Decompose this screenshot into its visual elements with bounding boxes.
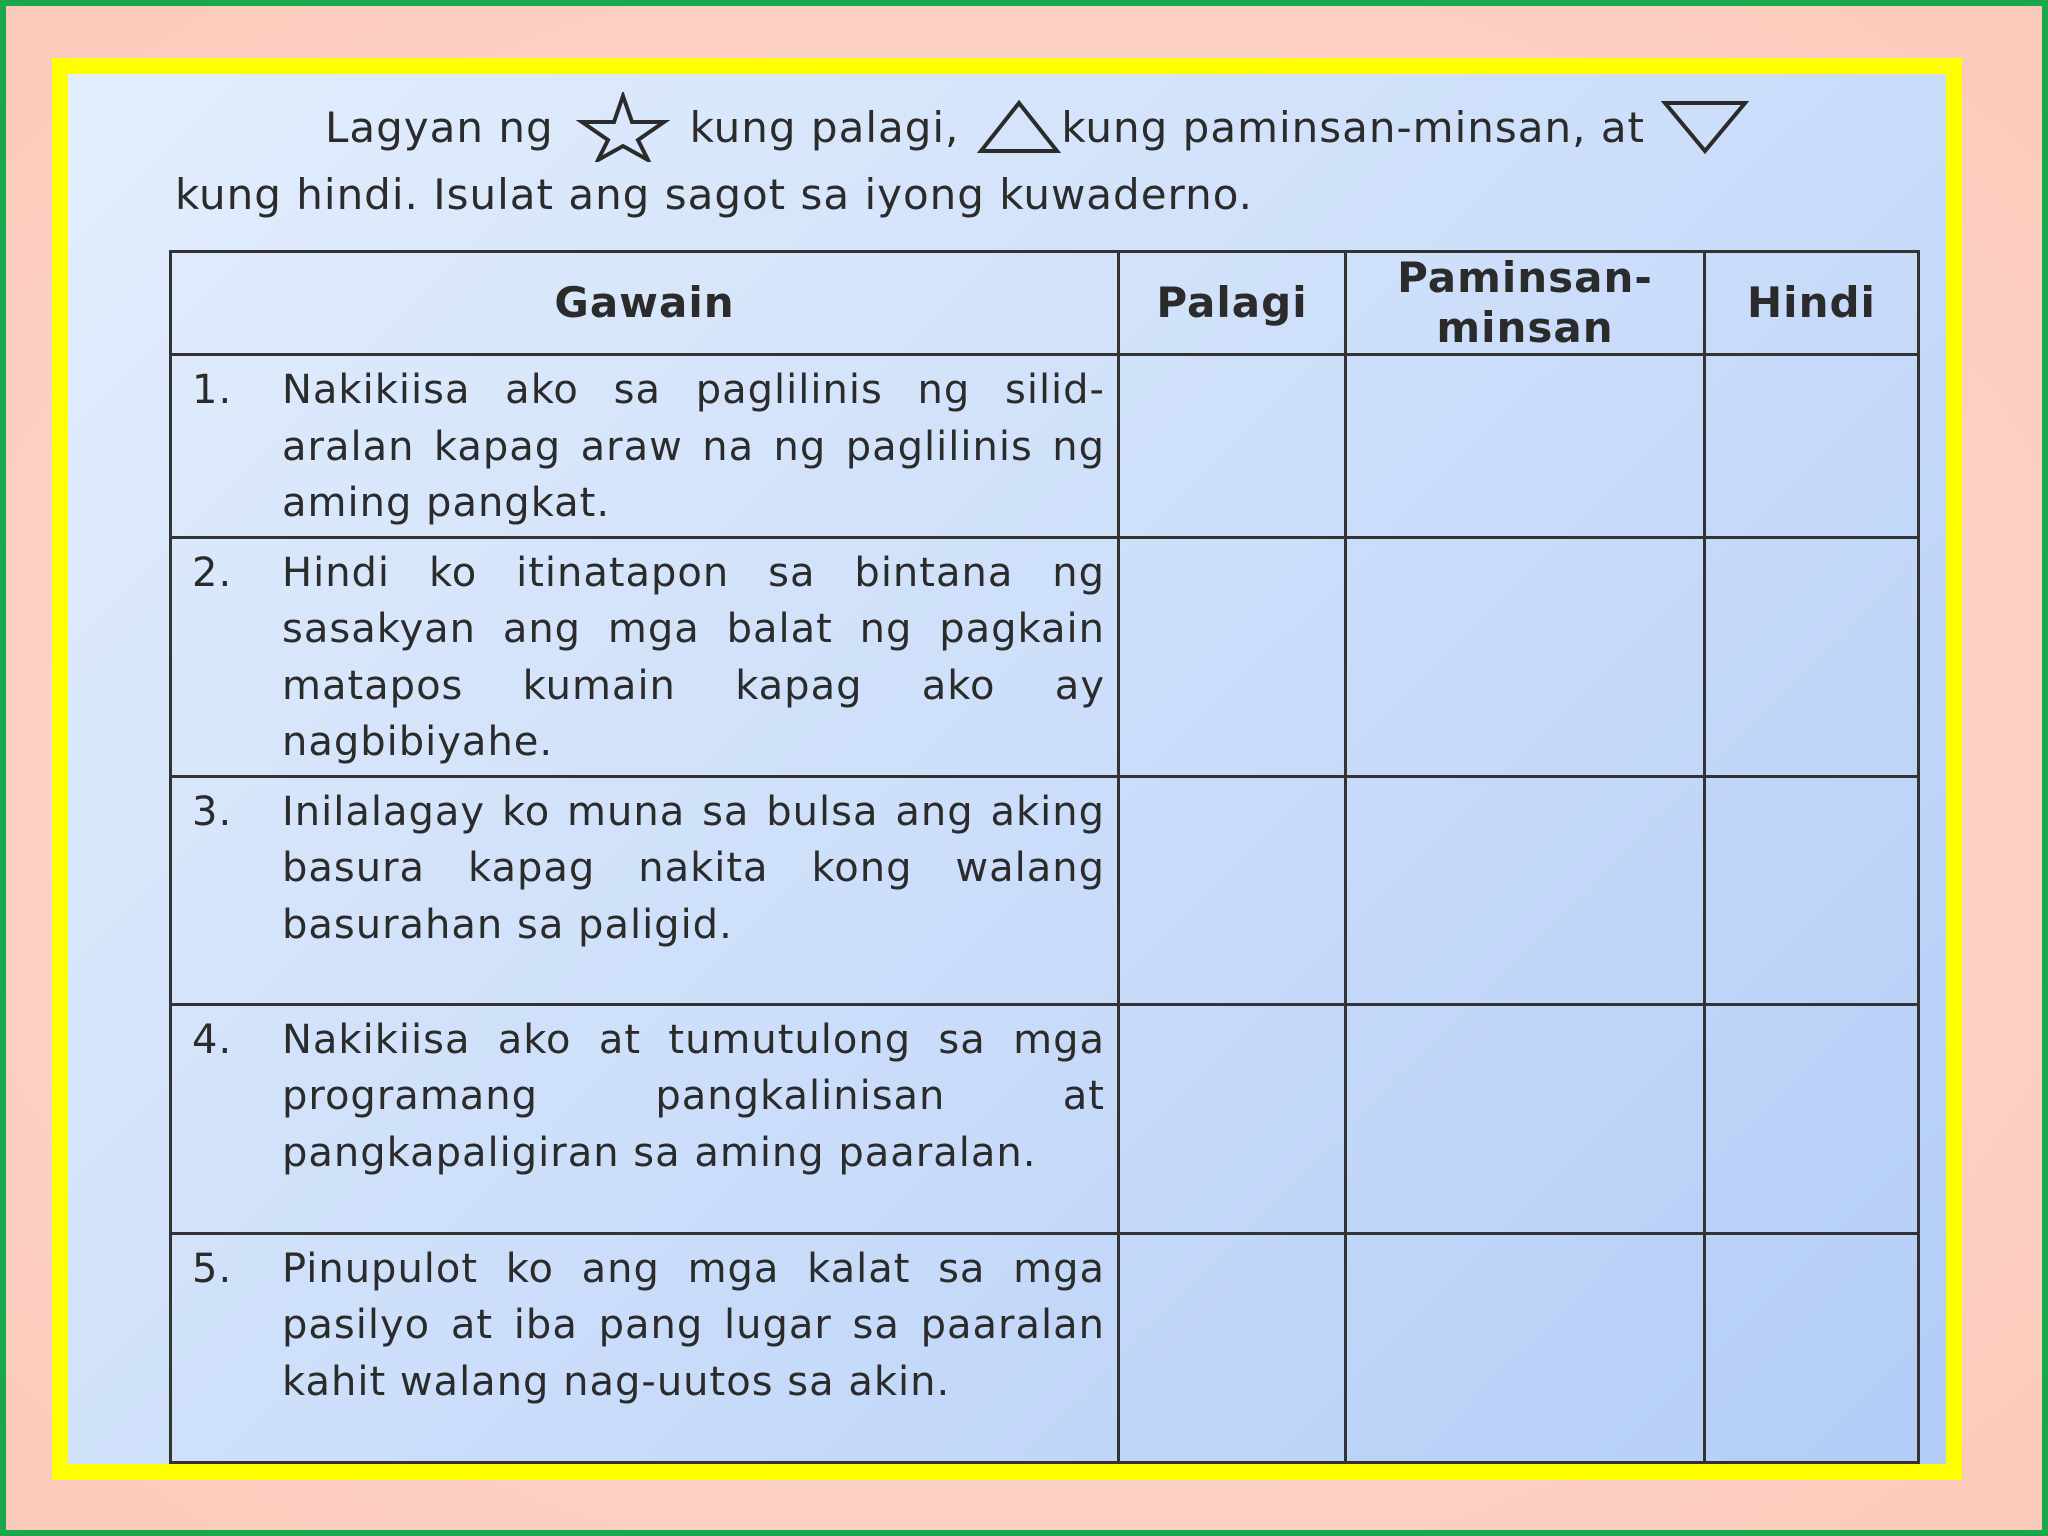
task-number: 3. (192, 788, 233, 835)
hindi-cell[interactable] (1705, 776, 1919, 1004)
table-row (171, 355, 1919, 538)
star-icon (574, 92, 672, 162)
task-cell (171, 776, 1119, 1004)
palagi-cell[interactable] (1119, 1004, 1346, 1233)
header-paminsan-line2: minsan (1436, 303, 1614, 352)
paminsan-minsan-cell[interactable] (1346, 1004, 1705, 1233)
paminsan-minsan-cell[interactable] (1346, 776, 1705, 1004)
instruction-text-palagi: kung palagi, (689, 102, 960, 152)
task-number: 5. (192, 1245, 233, 1292)
task-cell (171, 1004, 1119, 1233)
triangle-down-icon (1661, 99, 1749, 155)
header-paminsan-line1: Paminsan- (1397, 253, 1653, 302)
paminsan-minsan-cell[interactable] (1346, 1233, 1705, 1462)
paminsan-minsan-cell[interactable] (1346, 355, 1705, 538)
header-gawain: Gawain (171, 252, 1119, 355)
hindi-cell[interactable] (1705, 537, 1919, 776)
hindi-cell[interactable] (1705, 355, 1919, 538)
instruction-text-lagyan: Lagyan ng (325, 102, 554, 152)
table-row (171, 537, 1919, 776)
paminsan-minsan-cell[interactable] (1346, 537, 1705, 776)
task-number: 1. (192, 367, 233, 413)
task-cell (171, 1233, 1119, 1462)
hindi-cell[interactable] (1705, 1233, 1919, 1462)
task-number: 2. (192, 549, 233, 596)
header-palagi: Palagi (1119, 252, 1346, 355)
hindi-cell[interactable] (1705, 1004, 1919, 1233)
instructions-line-1 (325, 92, 1749, 162)
task-text: Hindi ko itinatapon sa bintana ng sasakyan ang mga balat ng pagkain matapos kumain kapag ako ay nagbibiyahe. (282, 549, 1105, 765)
task-text: Nakikiisa ako at tumutulong sa mga programang pangkalinisan at pangkapaligiran sa aming paaralan. (282, 1016, 1105, 1176)
palagi-cell[interactable] (1119, 1233, 1346, 1462)
palagi-cell[interactable] (1119, 355, 1346, 538)
task-number: 4. (192, 1016, 233, 1063)
table-row (171, 1233, 1919, 1462)
instructions-line-2: kung hindi. Isulat ang sagot sa iyong kuwaderno. (175, 170, 1254, 219)
header-paminsan-minsan (1346, 252, 1705, 355)
table-header-row (171, 252, 1919, 355)
evaluation-table (169, 250, 1920, 1464)
palagi-cell[interactable] (1119, 776, 1346, 1004)
header-hindi: Hindi (1705, 252, 1919, 355)
palagi-cell[interactable] (1119, 537, 1346, 776)
task-cell (171, 537, 1119, 776)
table-row (171, 1004, 1919, 1233)
task-text: Inilalagay ko muna sa bulsa ang aking basura kapag nakita kong walang basurahan sa paligid. (282, 788, 1105, 948)
triangle-up-icon (977, 99, 1061, 155)
task-text: Pinupulot ko ang mga kalat sa mga pasilyo at iba pang lugar sa paaralan kahit walang nag-uutos sa akin. (282, 1245, 1105, 1405)
instruction-text-paminsan: kung paminsan-minsan, at (1061, 102, 1646, 152)
task-text: Nakikiisa ako sa paglilinis ng silid-aralan kapag araw na ng paglilinis ng aming pangkat. (282, 367, 1105, 526)
task-cell (171, 355, 1119, 538)
table-row (171, 776, 1919, 1004)
